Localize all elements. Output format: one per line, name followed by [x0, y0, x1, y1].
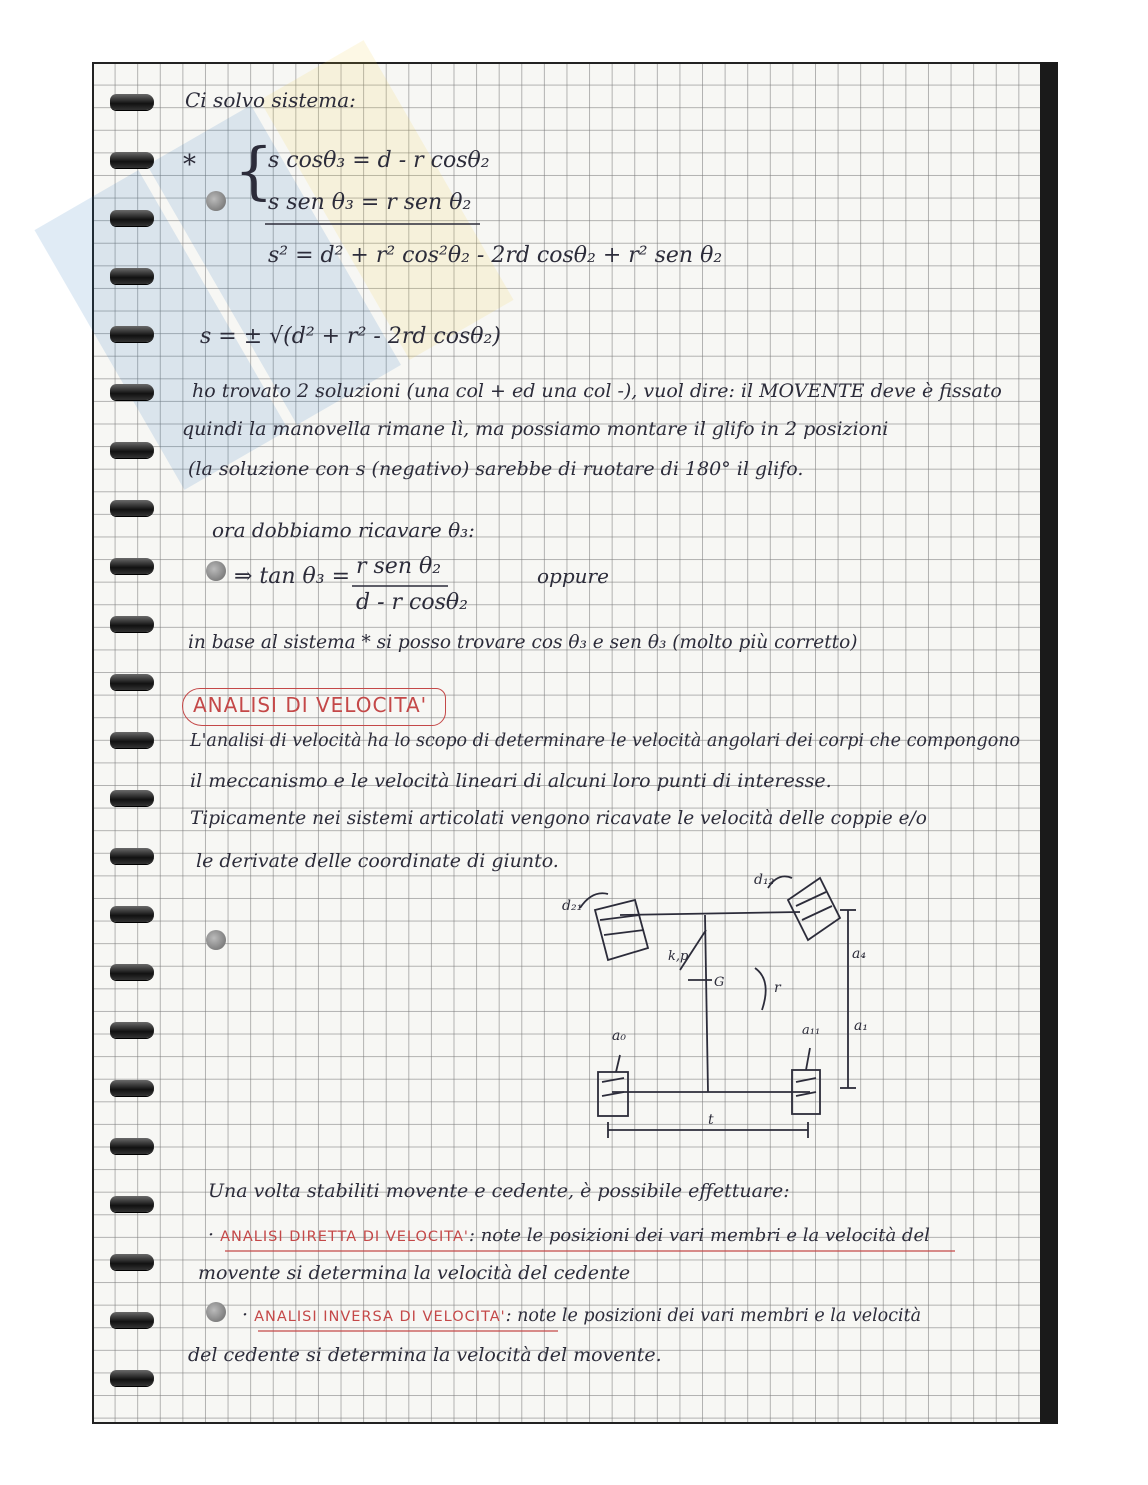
equation-s-squared: s² = d² + r² cos²θ₂ - 2rd cosθ₂ + r² sen θ₂	[268, 243, 723, 268]
label-a11: a₁₁	[802, 1023, 821, 1038]
spiral-ring	[110, 848, 154, 864]
diretta-label: ANALISI DIRETTA DI VELOCITA'	[220, 1229, 469, 1245]
spiral-ring	[110, 1080, 154, 1096]
inversa-text: : note le posizioni dei vari membri e la velocità	[505, 1306, 922, 1326]
spiral-ring	[110, 500, 154, 516]
star-mark: *	[183, 150, 196, 180]
spiral-ring	[110, 1022, 154, 1038]
spiral-ring	[110, 674, 154, 690]
velocity-line-3: Tipicamente nei sistemi articolati vengono ricavate le velocità delle coppie e/o	[190, 808, 927, 829]
theta3-intro: ora dobbiamo ricavare θ₃:	[212, 518, 475, 542]
spiral-ring	[110, 1370, 154, 1386]
inversa-label: ANALISI INVERSA DI VELOCITA'	[254, 1309, 506, 1325]
label-kp: k,p	[668, 949, 689, 964]
inversa-underline	[258, 1329, 778, 1333]
page-edge-shadow	[1040, 62, 1058, 1424]
spiral-ring	[110, 268, 154, 284]
label-a0: a₀	[612, 1028, 626, 1044]
base-sistema-line: in base al sistema * si posso trovare cos θ₃ e sen θ₃ (molto più corretto)	[188, 632, 858, 653]
velocity-line-4: le derivate delle coordinate di giunto.	[196, 850, 559, 872]
mechanism-diagram	[540, 860, 880, 1150]
system-equation-2: s sen θ₃ = r sen θ₂	[268, 190, 472, 215]
spiral-ring	[110, 906, 154, 922]
system-equation-1: s cosθ₃ = d - r cosθ₂	[268, 148, 490, 173]
label-t: t	[708, 1112, 714, 1128]
spiral-ring	[110, 1138, 154, 1154]
system-underline	[265, 222, 485, 226]
spiral-ring	[110, 558, 154, 574]
spiral-ring	[110, 442, 154, 458]
diretta-line-2: movente si determina la velocità del cedente	[198, 1262, 631, 1284]
punch-hole	[206, 191, 226, 211]
fraction-bar	[352, 584, 452, 588]
spiral-ring	[110, 326, 154, 342]
paragraph-1-line-2: quindi la manovella rimane lì, ma possiamo montare il glifo in 2 posizioni	[182, 418, 889, 440]
spiral-ring	[110, 616, 154, 632]
tan-lhs: ⇒ tan θ₃ =	[234, 564, 351, 589]
label-d12: d₁₂	[754, 872, 775, 888]
paragraph-1-line-3: (la soluzione con s (negativo) sarebbe di ruotare di 180° il glifo.	[188, 458, 804, 480]
punch-hole	[206, 930, 226, 950]
punch-hole	[206, 561, 226, 581]
diretta-text: : note le posizioni dei vari membri e la velocità del	[468, 1225, 930, 1246]
punch-hole	[206, 1302, 226, 1322]
intro-line: Ci solvo sistema:	[185, 88, 356, 112]
diretta-line: · ANALISI DIRETTA DI VELOCITA': note le posizioni dei vari membri e la velocità del	[208, 1224, 930, 1246]
spiral-ring	[110, 790, 154, 806]
tan-numerator: r sen θ₂	[356, 554, 442, 579]
spiral-ring	[110, 1196, 154, 1212]
spiral-ring	[110, 1254, 154, 1270]
spiral-ring	[110, 1312, 154, 1328]
velocity-line-2: il meccanismo e le velocità lineari di alcuni loro punti di interesse.	[190, 770, 832, 792]
spiral-ring	[110, 384, 154, 400]
inversa-line: · ANALISI INVERSA DI VELOCITA': note le posizioni dei vari membri e la velocità	[242, 1304, 922, 1326]
spiral-ring	[110, 152, 154, 168]
paragraph-1-line-1: ho trovato 2 soluzioni (una col + ed una col -), vuol dire: il MOVENTE deve è fissato	[192, 380, 1002, 402]
diretta-underline	[225, 1249, 965, 1253]
tan-denominator: d - r cosθ₂	[356, 590, 468, 615]
equation-s-root: s = ± √(d² + r² - 2rd cosθ₂)	[200, 324, 501, 349]
system-brace: {	[234, 134, 274, 207]
label-a1: a₁	[854, 1018, 868, 1034]
spiral-ring	[110, 964, 154, 980]
oppure-label: oppure	[537, 564, 609, 588]
spiral-ring	[110, 732, 154, 748]
inversa-line-2: del cedente si determina la velocità del movente.	[188, 1344, 662, 1366]
label-a4: a₄	[852, 946, 866, 962]
velocity-line-1: L'analisi di velocità ha lo scopo di determinare le velocità angolari dei corpi che compongono	[190, 731, 1021, 751]
label-d21: d₂₁	[562, 898, 583, 914]
label-G: G	[714, 975, 725, 990]
una-volta-line: Una volta stabiliti movente e cedente, è possibile effettuare:	[208, 1180, 790, 1202]
label-r: r	[774, 980, 781, 996]
spiral-ring	[110, 210, 154, 226]
section-heading: ANALISI DI VELOCITA'	[193, 693, 428, 717]
spiral-ring	[110, 94, 154, 110]
